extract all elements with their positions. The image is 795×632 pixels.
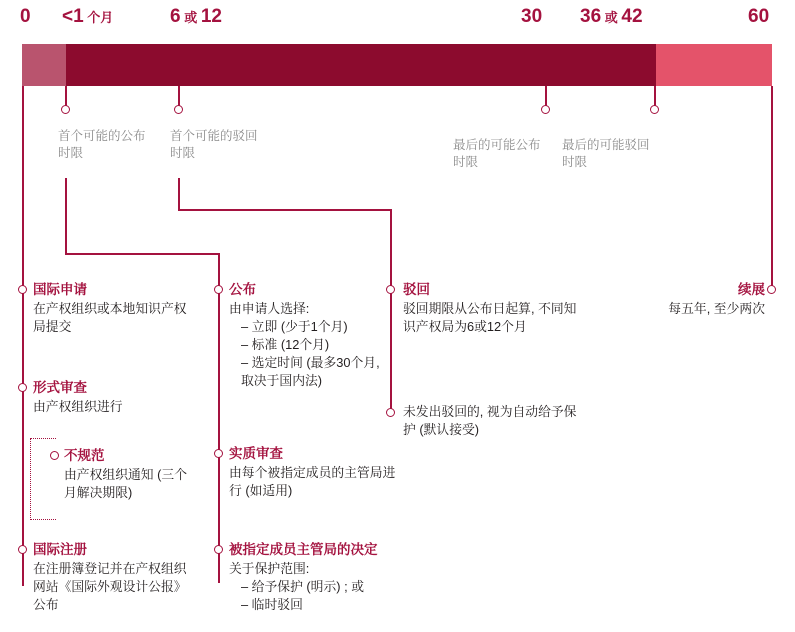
node-first-refusal xyxy=(174,105,183,114)
node-international-registration xyxy=(18,545,27,554)
milestone-publication-option-2: – 标准 (12个月) xyxy=(241,337,330,352)
node-no-refusal xyxy=(386,408,395,417)
spine-renewal xyxy=(771,86,773,290)
milestone-publication xyxy=(229,281,389,390)
caption-last-publication: 最后的可能公布时限 xyxy=(453,138,541,169)
milestone-international-registration-title: 国际注册 xyxy=(33,542,87,557)
timeline-bar xyxy=(22,44,772,86)
node-publication xyxy=(214,285,223,294)
node-formal-examination xyxy=(18,383,27,392)
milestone-international-registration xyxy=(33,541,198,614)
milestone-substantive-examination-body: 由每个被指定成员的主管局进行 (如适用) xyxy=(229,465,396,498)
milestone-irregularity-title: 不规范 xyxy=(64,448,105,463)
milestone-substantive-examination-title: 实质审查 xyxy=(229,446,283,461)
caption-last-refusal: 最后的可能驳回时限 xyxy=(562,138,650,169)
node-irregularity xyxy=(50,451,59,460)
publication-spine xyxy=(218,253,220,583)
milestone-no-refusal: 未发出驳回的, 视为自动给予保护 (默认接受) xyxy=(403,404,577,437)
scale-tick-5: 60 xyxy=(748,6,770,27)
elbow-first-refusal-h xyxy=(178,209,392,211)
milestone-decision-of-office-option-1: – 给予保护 (明示) ; 或 xyxy=(241,579,364,594)
milestone-irregularity xyxy=(64,447,194,502)
stem-first-refusal xyxy=(178,86,180,106)
scale-tick-0: 0 xyxy=(20,6,31,27)
spine-left xyxy=(22,86,24,586)
milestone-formal-examination xyxy=(33,379,203,416)
scale-tick-1: <1 个月 xyxy=(62,6,114,27)
scale-tick-4: 36 或 42 xyxy=(580,6,643,27)
elbow-first-publication-h xyxy=(65,253,219,255)
node-international-application xyxy=(18,285,27,294)
elbow-first-publication-v xyxy=(65,178,67,254)
scale-tick-2: 6 或 12 xyxy=(170,6,222,27)
milestone-publication-title: 公布 xyxy=(229,282,256,297)
milestone-publication-option-3: – 选定时间 (最多30个月, 取决于国内法) xyxy=(241,355,380,388)
milestone-refusal-body: 驳回期限从公布日起算, 不同知识产权局为6或12个月 xyxy=(403,301,577,334)
milestone-decision-of-office-option-2: – 临时驳回 xyxy=(241,597,303,612)
milestone-formal-examination-title: 形式审查 xyxy=(33,380,87,395)
node-last-publication xyxy=(541,105,550,114)
milestone-refusal xyxy=(403,281,583,336)
node-decision-of-office xyxy=(214,545,223,554)
elbow-first-refusal-v xyxy=(178,178,180,210)
milestone-renewal xyxy=(640,281,765,318)
milestone-international-registration-body: 在注册簿登记并在产权组织网站《国际外观设计公报》公布 xyxy=(33,561,187,612)
node-last-refusal xyxy=(650,105,659,114)
stem-last-publication xyxy=(545,86,547,106)
node-substantive-examination xyxy=(214,449,223,458)
stem-first-publication xyxy=(65,86,67,106)
node-renewal xyxy=(767,285,776,294)
caption-first-refusal: 首个可能的驳回时限 xyxy=(170,129,258,160)
milestone-publication-body: 由申请人选择: xyxy=(229,301,310,316)
milestone-refusal-title: 驳回 xyxy=(403,282,430,297)
milestone-decision-of-office-title: 被指定成员主管局的决定 xyxy=(229,542,378,557)
milestone-decision-of-office-body: 关于保护范围: xyxy=(229,561,310,576)
stem-last-refusal xyxy=(654,86,656,106)
timeline-bar-segment-end xyxy=(656,44,772,86)
milestone-formal-examination-body: 由产权组织进行 xyxy=(33,399,123,414)
milestone-publication-option-1: – 立即 (少于1个月) xyxy=(241,319,348,334)
milestone-international-application-body: 在产权组织或本地知识产权局提交 xyxy=(33,301,187,334)
caption-first-publication: 首个可能的公布时限 xyxy=(58,129,146,160)
milestone-irregularity-body: 由产权组织通知 (三个月解决期限) xyxy=(64,467,187,500)
milestone-renewal-title: 续展 xyxy=(738,282,765,297)
node-first-publication xyxy=(61,105,70,114)
scale-tick-3: 30 xyxy=(521,6,543,27)
timeline-bar-segment-start xyxy=(22,44,66,86)
refusal-spine xyxy=(390,209,392,414)
milestone-substantive-examination xyxy=(229,445,404,500)
milestone-decision-of-office xyxy=(229,541,429,614)
milestone-international-application-title: 国际申请 xyxy=(33,282,87,297)
milestone-international-application xyxy=(33,281,193,336)
milestone-renewal-body: 每五年, 至少两次 xyxy=(668,301,765,316)
